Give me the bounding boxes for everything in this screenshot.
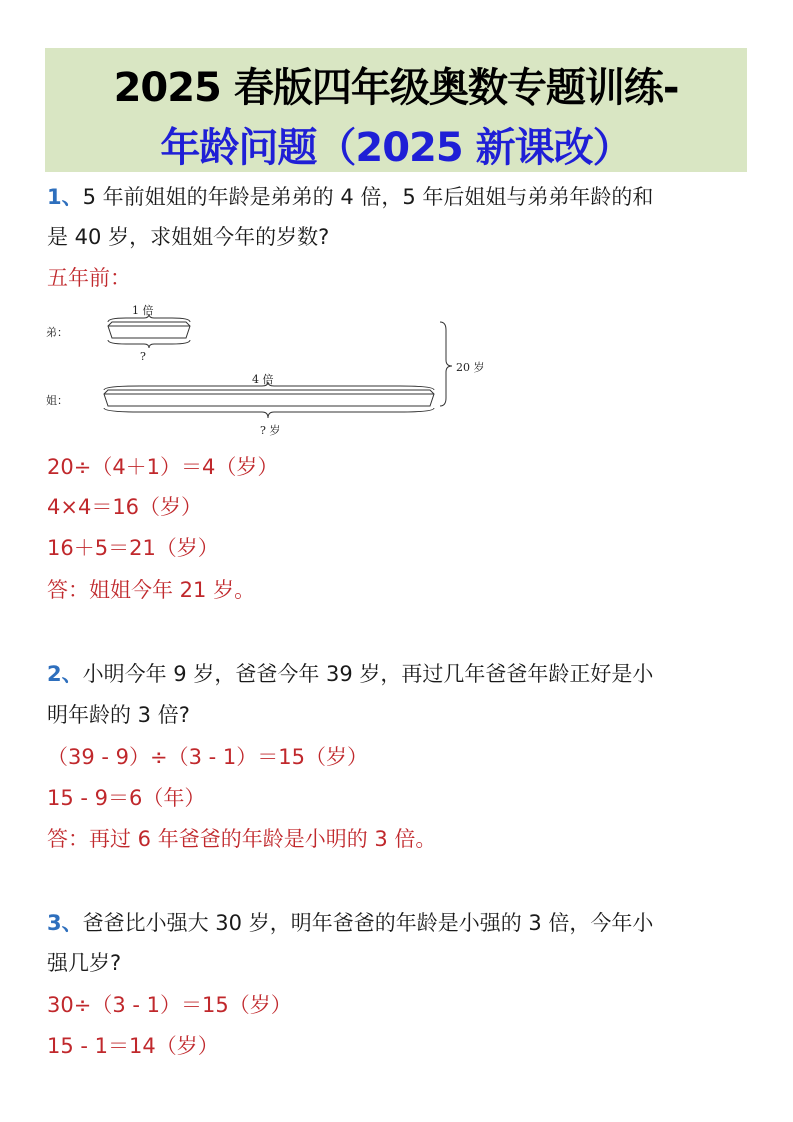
problem-1-answer: 答：姐姐今年 21 岁。: [47, 578, 256, 602]
total-label: 20 岁: [456, 361, 485, 374]
line-segment-diagram: [40, 298, 510, 440]
problem-2-number: 2、: [47, 662, 83, 686]
brother-bottom-brace: [108, 340, 190, 348]
title-line-1: 2025 春版四年级奥数专题训练-: [113, 65, 679, 111]
problem-2-solution-2: 15 - 9＝6（年）: [47, 786, 206, 810]
problem-3-question-line-1: 3、爸爸比小强大 30 岁，明年爸爸的年龄是小强的 3 倍，今年小: [47, 911, 654, 935]
problem-3-number: 3、: [47, 911, 83, 935]
problem-1-number: 1、: [47, 185, 83, 209]
total-brace: [440, 322, 452, 406]
problem-1-section-label: 五年前：: [47, 266, 131, 290]
sister-label: 姐：: [46, 394, 68, 407]
problem-3-solution-2: 15 - 1＝14（岁）: [47, 1034, 219, 1058]
brother-label: 弟：: [46, 326, 68, 339]
brother-top-label: 1 倍: [132, 304, 154, 317]
problem-3-question-line-2: 强几岁?: [47, 951, 122, 975]
problem-2-question-line-1: 2、小明今年 9 岁，爸爸今年 39 岁，再过几年爸爸年龄正好是小: [47, 662, 654, 686]
problem-1-solution-3: 16＋5＝21（岁）: [47, 536, 219, 560]
sister-bottom-brace: [104, 408, 434, 418]
problem-1-question-line-2: 是 40 岁，求姐姐今年的岁数?: [47, 225, 330, 249]
problem-2-solution-1: （39 - 9）÷（3 - 1）＝15（岁）: [47, 745, 368, 769]
title-banner: [45, 48, 747, 172]
title-line-2: 年龄问题（2025 新课改）: [160, 125, 632, 171]
brother-bottom-label: ?: [140, 350, 146, 363]
problem-1-solution-2: 4×4＝16（岁）: [47, 495, 203, 519]
brother-top-brace: [108, 314, 190, 322]
problem-3-solution-1: 30÷（3 - 1）＝15（岁）: [47, 993, 292, 1017]
brother-bar: [108, 322, 190, 338]
sister-bar: [104, 390, 434, 406]
sister-top-label: 4 倍: [252, 373, 274, 386]
problem-1-question-line-1: 1、5 年前姐姐的年龄是弟弟的 4 倍，5 年后姐姐与弟弟年龄的和: [47, 185, 654, 209]
problem-2-question-line-2: 明年龄的 3 倍?: [47, 703, 190, 727]
sister-bottom-label: ? 岁: [260, 424, 281, 437]
problem-1-solution-1: 20÷（4＋1）＝4（岁）: [47, 455, 279, 479]
problem-2-answer: 答：再过 6 年爸爸的年龄是小明的 3 倍。: [47, 827, 437, 851]
